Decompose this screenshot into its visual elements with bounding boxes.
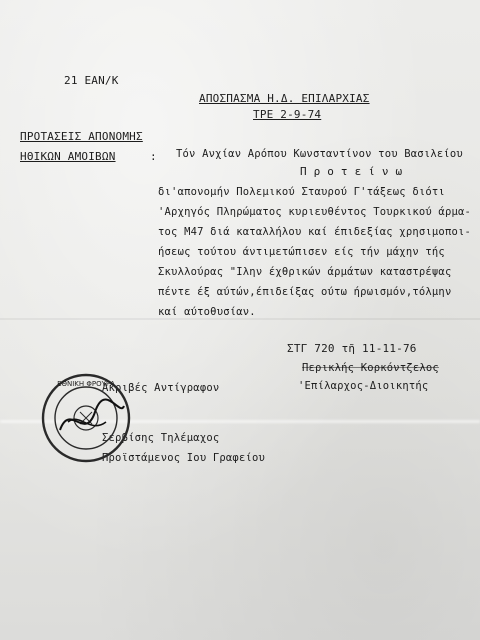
true-copy-label: Ακριβές Αντίγραφον	[102, 382, 220, 394]
commander-title: 'Επίλαρχος-Διοικητής	[298, 380, 429, 392]
paragraph-line: τος Μ47 διά καταλλήλου καί έπιδεξίας χρησιμοποι-	[158, 226, 472, 238]
recipient-line: Τόν Ανχίαν Αρόπου Κωνσταντίνον του Βασιλείου	[176, 148, 463, 160]
header-date: ΤΡΕ 2-9-74	[253, 108, 322, 121]
paragraph-line: 'Αρχηγός Πληρώματος κυριευθέντος Τουρκικού άρμα-	[158, 206, 472, 218]
subject-line-2: ΗΘΙΚΩΝ ΑΜΟΙΒΩΝ	[20, 150, 116, 163]
paper-crease	[0, 318, 480, 320]
order-reference: ΣΤΓ 720 τῆ 11-11-76	[287, 342, 417, 355]
svg-text:ΕΘΝΙΚΗ ΦΡΟΥΡΑ: ΕΘΝΙΚΗ ΦΡΟΥΡΑ	[57, 380, 115, 388]
unit-heading: ΑΠΟΣΠΑΣΜΑ Η.Δ. ΕΠΙΛΑΡΧΙΑΣ	[199, 92, 370, 105]
seal-graphic	[40, 372, 132, 464]
official-seal-stamp	[40, 372, 132, 464]
commander-name: Περικλής Κορκόντζελος	[302, 362, 439, 374]
subject-colon: :	[150, 150, 157, 163]
certifier-name: Σερβίσης Τηλέμαχος	[102, 432, 220, 444]
paragraph-line: καί αύτοθυσίαν.	[158, 306, 256, 318]
paragraph-line: ήσεως τούτου άντιμετώπισεν είς τήν μάχην τής	[158, 246, 445, 258]
subject-line-1: ΠΡΟΤΑΣΕΙΣ ΑΠΟΝΟΜΗΣ	[20, 130, 143, 143]
paragraph-line: πέντε έξ αύτών,έπιδείξας ούτω ήρωισμόν,τόλμην	[158, 286, 452, 298]
reference-number: 21 ΕΑΝ/Κ	[64, 74, 119, 87]
proposes-heading: Π ρ ο τ ε ί ν ω	[300, 165, 403, 178]
certifier-role: Προϊστάμενος Ιου Γραφείου	[102, 452, 266, 464]
paragraph-line: δι'απονομήν Πολεμικού Σταυρού Γ'τάξεως διότι	[158, 186, 445, 198]
paragraph-line: Σκυλλούρας "Ιλην έχθρικών άρμάτων καταστρέψας	[158, 266, 452, 278]
